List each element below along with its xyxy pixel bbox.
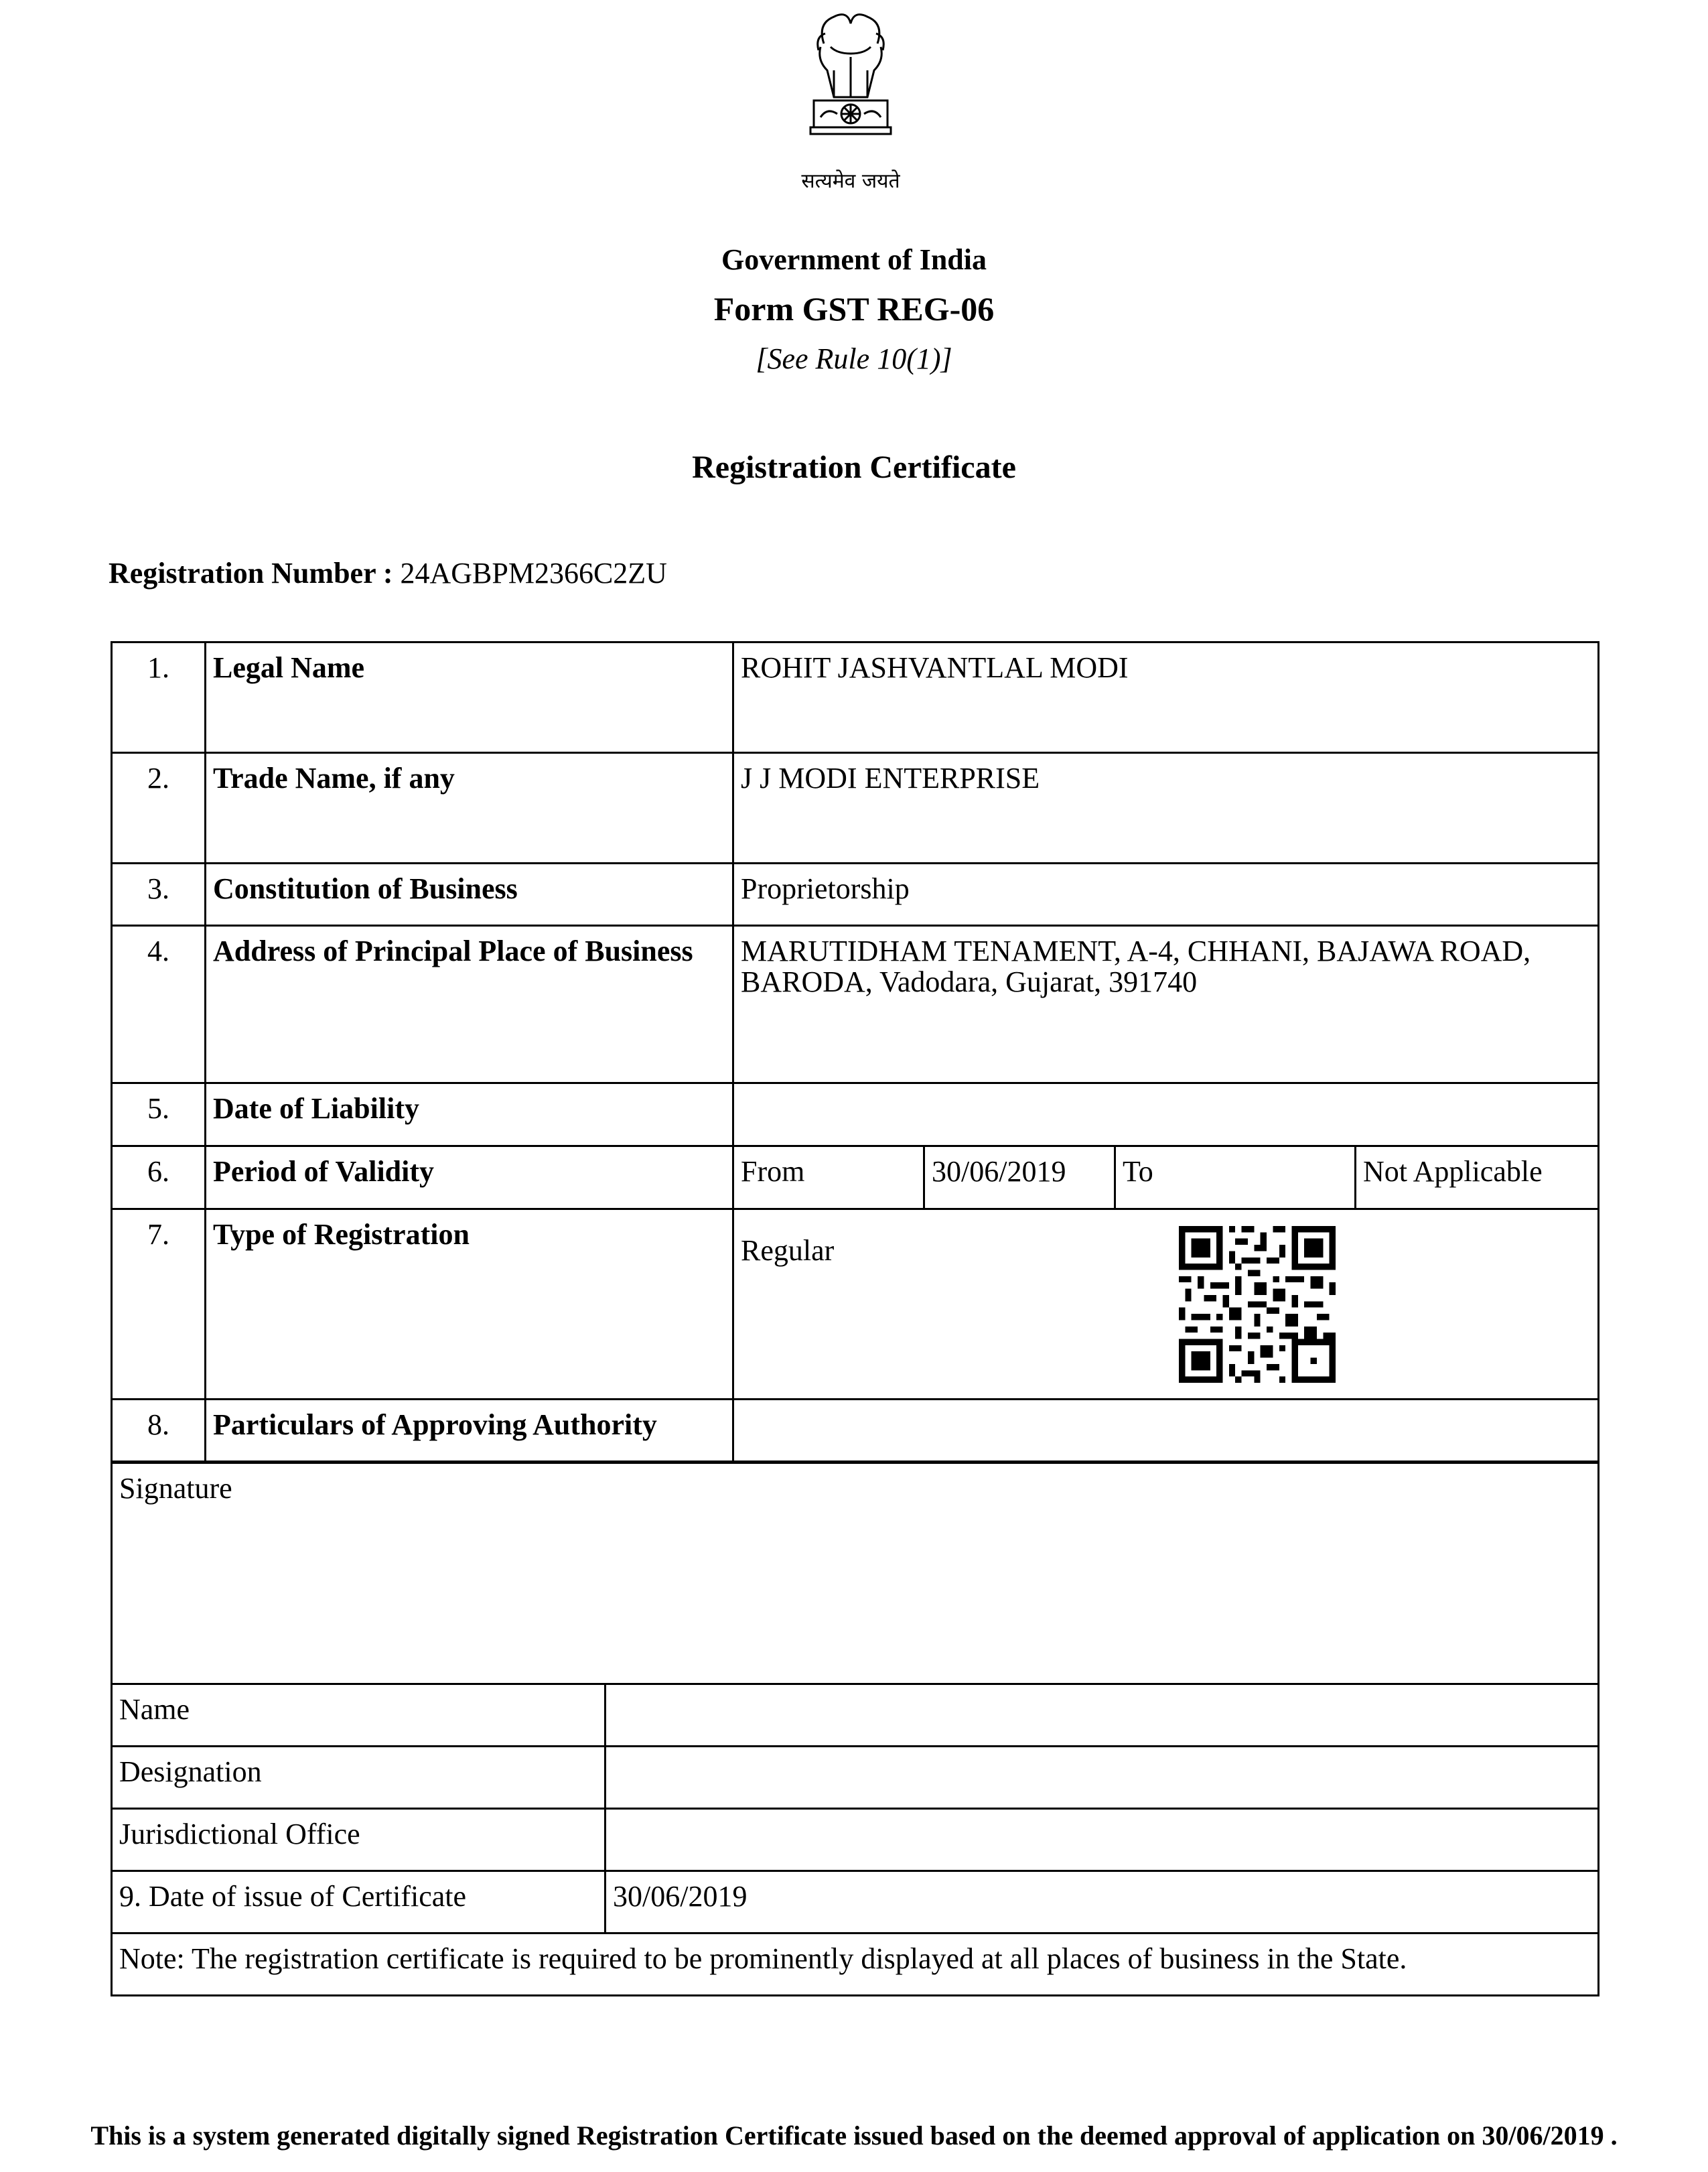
table-row bbox=[112, 1933, 1599, 1996]
name-value bbox=[606, 1684, 1599, 1747]
row-number: 4. bbox=[112, 926, 206, 1083]
name-label: Name bbox=[112, 1684, 606, 1747]
row-number: 2. bbox=[112, 753, 206, 864]
table-row bbox=[112, 1747, 1599, 1809]
validity-to-label: To bbox=[1115, 1146, 1356, 1209]
signature-label: Signature bbox=[112, 1463, 1599, 1684]
row-value: Proprietorship bbox=[733, 864, 1599, 926]
emblem-motto: सत्यमेव जयते bbox=[801, 169, 900, 193]
designation-label: Designation bbox=[112, 1747, 606, 1809]
issue-date-label: 9. Date of issue of Certificate bbox=[112, 1871, 606, 1933]
row-number: 7. bbox=[112, 1209, 206, 1400]
row-number: 6. bbox=[112, 1146, 206, 1209]
row-value bbox=[733, 1083, 1599, 1146]
table-row bbox=[112, 1463, 1599, 1684]
table-row bbox=[112, 1083, 1599, 1146]
row-value: Regular bbox=[733, 1209, 1599, 1400]
system-generated-footer: This is a system generated digitally signed Registration Certificate issued based on the deemed approval of application on 30/06/2019 . bbox=[90, 2120, 1618, 2151]
form-title: Form GST REG-06 bbox=[713, 290, 995, 328]
validity-from-value: 30/06/2019 bbox=[924, 1146, 1115, 1209]
table-row bbox=[112, 1146, 1599, 1209]
registration-number-value: 24AGBPM2366C2ZU bbox=[400, 557, 667, 590]
registration-number-label: Registration Number : bbox=[109, 557, 393, 590]
row-number: 3. bbox=[112, 864, 206, 926]
table-row bbox=[112, 753, 1599, 864]
row-label: Constitution of Business bbox=[206, 864, 733, 926]
table-row bbox=[112, 1684, 1599, 1747]
row-value: MARUTIDHAM TENAMENT, A-4, CHHANI, BAJAWA ROAD, BARODA, Vadodara, Gujarat, 391740 bbox=[733, 926, 1599, 1083]
row-value: J J MODI ENTERPRISE bbox=[733, 753, 1599, 864]
certificate-details-table bbox=[111, 641, 1599, 1463]
registration-number-line bbox=[109, 556, 667, 590]
rule-reference: [See Rule 10(1)] bbox=[756, 342, 952, 375]
approving-authority-table bbox=[111, 1462, 1599, 1996]
issue-date-value: 30/06/2019 bbox=[606, 1871, 1599, 1933]
certificate-title: Registration Certificate bbox=[692, 450, 1016, 485]
jurisdictional-office-value bbox=[606, 1809, 1599, 1871]
row-label: Date of Liability bbox=[206, 1083, 733, 1146]
row-label: Particulars of Approving Authority bbox=[206, 1400, 733, 1462]
row-value: ROHIT JASHVANTLAL MODI bbox=[733, 642, 1599, 753]
row-label: Trade Name, if any bbox=[206, 753, 733, 864]
table-row bbox=[112, 1809, 1599, 1871]
government-heading: Government of India bbox=[721, 243, 987, 276]
table-row bbox=[112, 926, 1599, 1083]
designation-value bbox=[606, 1747, 1599, 1809]
table-row bbox=[112, 642, 1599, 753]
row-label: Address of Principal Place of Business bbox=[206, 926, 733, 1083]
validity-to-value: Not Applicable bbox=[1356, 1146, 1599, 1209]
table-row bbox=[112, 1209, 1599, 1400]
validity-from-label: From bbox=[733, 1146, 924, 1209]
qr-code-icon bbox=[1179, 1226, 1336, 1383]
row-number: 1. bbox=[112, 642, 206, 753]
row-number: 5. bbox=[112, 1083, 206, 1146]
display-note: Note: The registration certificate is required to be prominently displayed at all places of business in the State. bbox=[112, 1933, 1599, 1996]
row-label: Legal Name bbox=[206, 642, 733, 753]
table-row bbox=[112, 1871, 1599, 1933]
row-value bbox=[733, 1400, 1599, 1462]
table-row bbox=[112, 1400, 1599, 1462]
table-row bbox=[112, 864, 1599, 926]
row-number: 8. bbox=[112, 1400, 206, 1462]
row-label: Type of Registration bbox=[206, 1209, 733, 1400]
row-label: Period of Validity bbox=[206, 1146, 733, 1209]
jurisdictional-office-label: Jurisdictional Office bbox=[112, 1809, 606, 1871]
